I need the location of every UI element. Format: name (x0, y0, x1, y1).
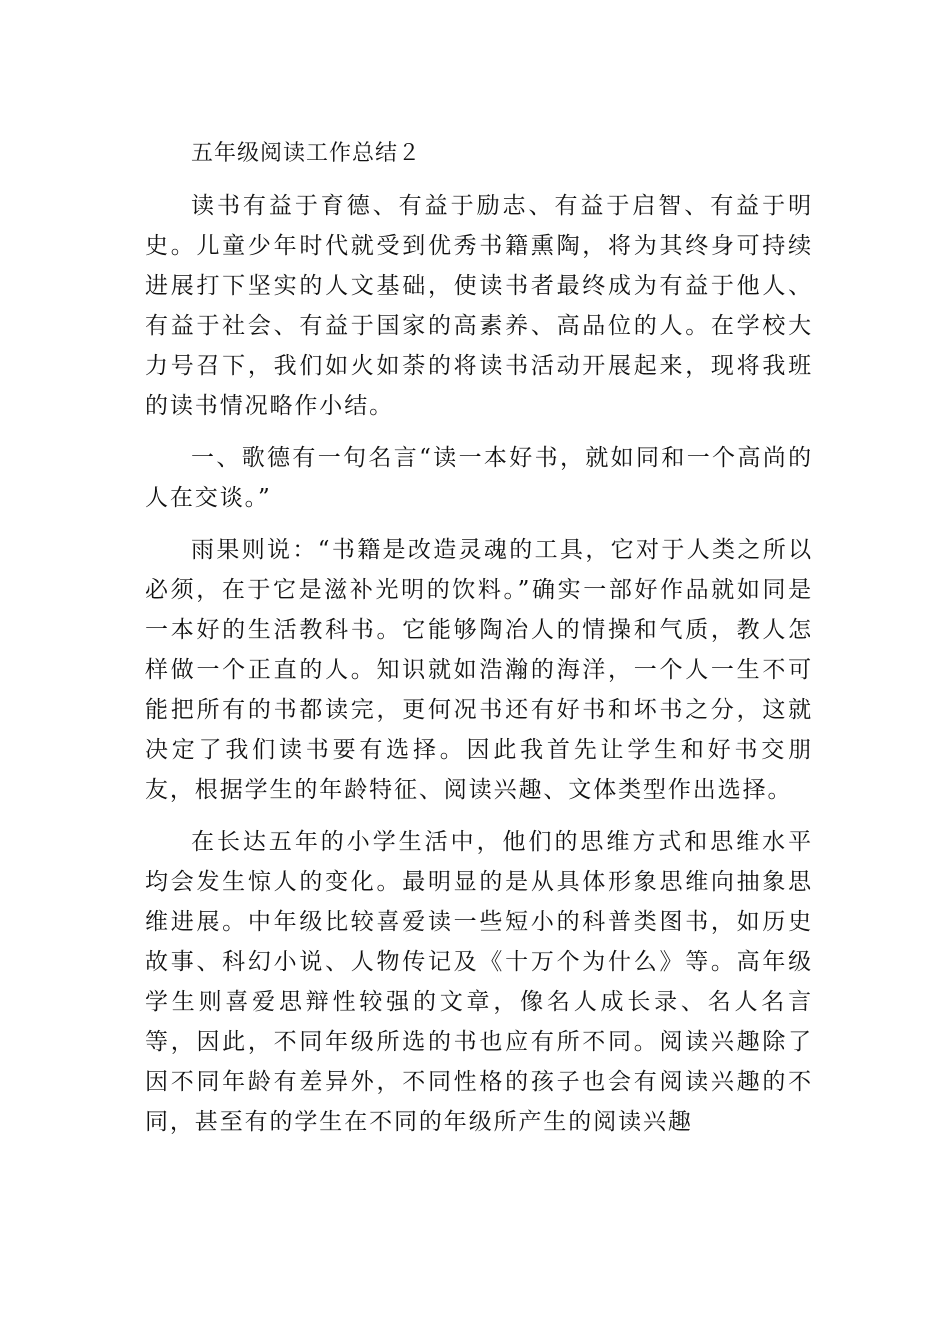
document-title: 五年级阅读工作总结２ (191, 141, 422, 166)
paragraph-hugo-quote: 雨果则说：“书籍是改造灵魂的工具，它对于人类之所以必须，在于它是滋补光明的饮料。”确实一部好作品就如同是一本好的生活教科书。它能够陶冶人的情操和气质，教人怎样做一个正直的人。知识就如浩瀚的海洋，一个人一生不可能把所有的书都读完，更何况书还有好书和坏书之分，这就决定了我们读书要有选择。因此我首先让学生和好书交朋友，根据学生的年龄特征、阅读兴趣、文体类型作出选择。 (145, 537, 813, 803)
paragraph-goethe-quote: 一、歌德有一句名言“读一本好书，就如同和一个高尚的人在交谈。” (145, 445, 813, 511)
paragraph-reading-interest: 在长达五年的小学生活中，他们的思维方式和思维水平均会发生惊人的变化。最明显的是从具体形象思维向抽象思维进展。中年级比较喜爱读一些短小的科普类图书，如历史故事、科幻小说、人物传记及《十万个为什么》等。高年级学生则喜爱思辩性较强的文章，像名人成长录、名人名言等，因此，不同年级所选的书也应有所不同。阅读兴趣除了因不同年龄有差异外，不同性格的孩子也会有阅读兴趣的不同，甚至有的学生在不同的年级所产生的阅读兴趣 (145, 829, 813, 1135)
document-body (145, 134, 813, 1154)
paragraph-intro: 读书有益于育德、有益于励志、有益于启智、有益于明史。儿童少年时代就受到优秀书籍熏陶，将为其终身可持续进展打下坚实的人文基础，使读书者最终成为有益于他人、有益于社会、有益于国家的高素养、高品位的人。在学校大力号召下，我们如火如荼的将读书活动开展起来，现将我班的读书情况略作小结。 (145, 193, 813, 419)
